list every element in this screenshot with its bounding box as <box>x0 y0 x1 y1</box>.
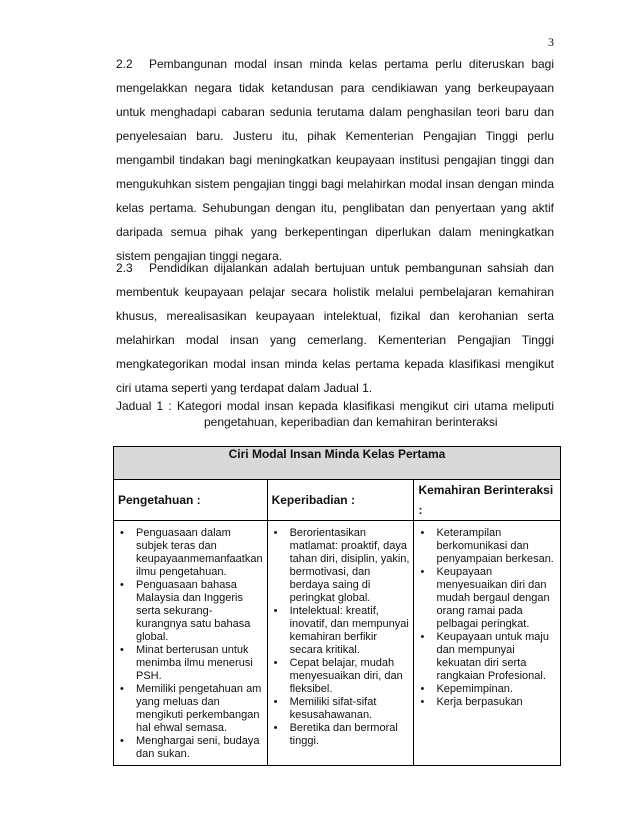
caption-line-2: pengetahuan, keperibadian dan kemahiran berinteraksi <box>204 415 498 429</box>
list-item: • Menghargai seni, budaya dan sukan. <box>114 735 267 761</box>
header-pengetahuan <box>114 480 268 521</box>
list-item: • Minat berterusan untuk menimba ilmu menerusi PSH. <box>114 644 267 683</box>
list-item: • Keupayaan untuk maju dan mempunyai kekuatan diri serta rangkaian Profesional. <box>414 631 560 683</box>
list-item: • Penguasaan bahasa Malaysia dan Inggeris serta sekurang-kurangnya satu bahasa global. <box>114 579 267 644</box>
page-number: 3 <box>548 35 554 49</box>
paragraph-2-2 <box>116 52 554 268</box>
header-label: Pengetahuan : <box>118 493 201 507</box>
classification-table <box>113 446 561 766</box>
header-label: Keperibadian : <box>271 493 355 507</box>
header-kemahiran-berinteraksi <box>414 480 561 521</box>
paragraph-text: Pendidikan dijalankan adalah bertujuan untuk pembangunan sahsiah dan membentuk keupayaan pelajar secara holistik melalui pembelajaran kemahiran khusus, merealisasikan keupayaan intelektual, fizikal dan kerohanian serta melahirkan modal insan yang cemerlang. Kementerian Pengajian Tinggi mengkategorikan modal insan minda kelas pertama kepada klasifikasi mengikut ciri utama seperti yang terdapat dalam Jadual 1. <box>116 261 554 395</box>
paragraph-2-3 <box>116 256 554 400</box>
table-title: Ciri Modal Insan Minda Kelas Pertama <box>114 447 561 480</box>
header-label: Kemahiran Berinteraksi : <box>418 483 554 517</box>
list-item: • Keupayaan menyesuaikan diri dan mudah bergaul dengan orang ramai pada pelbagai peringkat. <box>414 566 560 631</box>
list-item: • Memiliki sifat-sifat kesusahawanan. <box>268 696 414 722</box>
list-item: • Keterampilan berkomunikasi dan penyampaian berkesan. <box>414 527 560 566</box>
paragraph-number: 2.3 <box>116 261 133 275</box>
table-caption <box>116 398 554 430</box>
column-pengetahuan <box>114 521 268 766</box>
column-kemahiran-berinteraksi <box>414 521 561 766</box>
item-list <box>268 527 414 748</box>
table-header-row <box>114 480 561 521</box>
table-title-row <box>114 447 561 480</box>
list-item: • Penguasaan dalam subjek teras dan keupayaanmemanfaatkan ilmu pengetahuan. <box>114 527 267 579</box>
header-keperibadian <box>267 480 414 521</box>
list-item: • Kepemimpinan. <box>414 683 560 696</box>
caption-line-1: Jadual 1 : Kategori modal insan kepada klasifikasi mengikut ciri utama meliputi <box>116 399 554 413</box>
list-item: • Berorientasikan matlamat: proaktif, daya tahan diri, disiplin, yakin, bermotivasi, dan berdaya saing di peringkat global. <box>268 527 414 605</box>
list-item: • Memiliki pengetahuan am yang meluas dan mengikuti perkembangan hal ehwal semasa. <box>114 683 267 735</box>
column-keperibadian <box>267 521 414 766</box>
item-list <box>414 527 560 709</box>
list-item: • Cepat belajar, mudah menyesuaikan diri, dan fleksibel. <box>268 657 414 696</box>
list-item: • Intelektual: kreatif, inovatif, dan mempunyai kemahiran berfikir secara kritikal. <box>268 605 414 657</box>
list-item: • Kerja berpasukan <box>414 696 560 709</box>
item-list <box>114 527 267 761</box>
paragraph-text: Pembangunan modal insan minda kelas pertama perlu diteruskan bagi mengelakkan negara tidak ketandusan para cendikiawan yang berkeupayaan untuk menghadapi cabaran sedunia terutama dalam penghasilan teori baru dan penyelesaian baru. Justeru itu, pihak Kementerian Pengajian Tinggi perlu mengambil tindakan bagi meningkatkan keupayaan institusi pengajian tinggi dan mengukuhkan sistem pengajian tinggi bagi melahirkan modal insan dengan minda kelas pertama. Sehubungan dengan itu, penglibatan dan penyertaan yang aktif daripada semua pihak yang berkepentingan diperlukan dalam meningkatkan sistem pengajian tinggi negara. <box>116 57 554 263</box>
paragraph-number: 2.2 <box>116 57 133 71</box>
list-item: • Beretika dan bermoral tinggi. <box>268 722 414 748</box>
table-body-row <box>114 521 561 766</box>
